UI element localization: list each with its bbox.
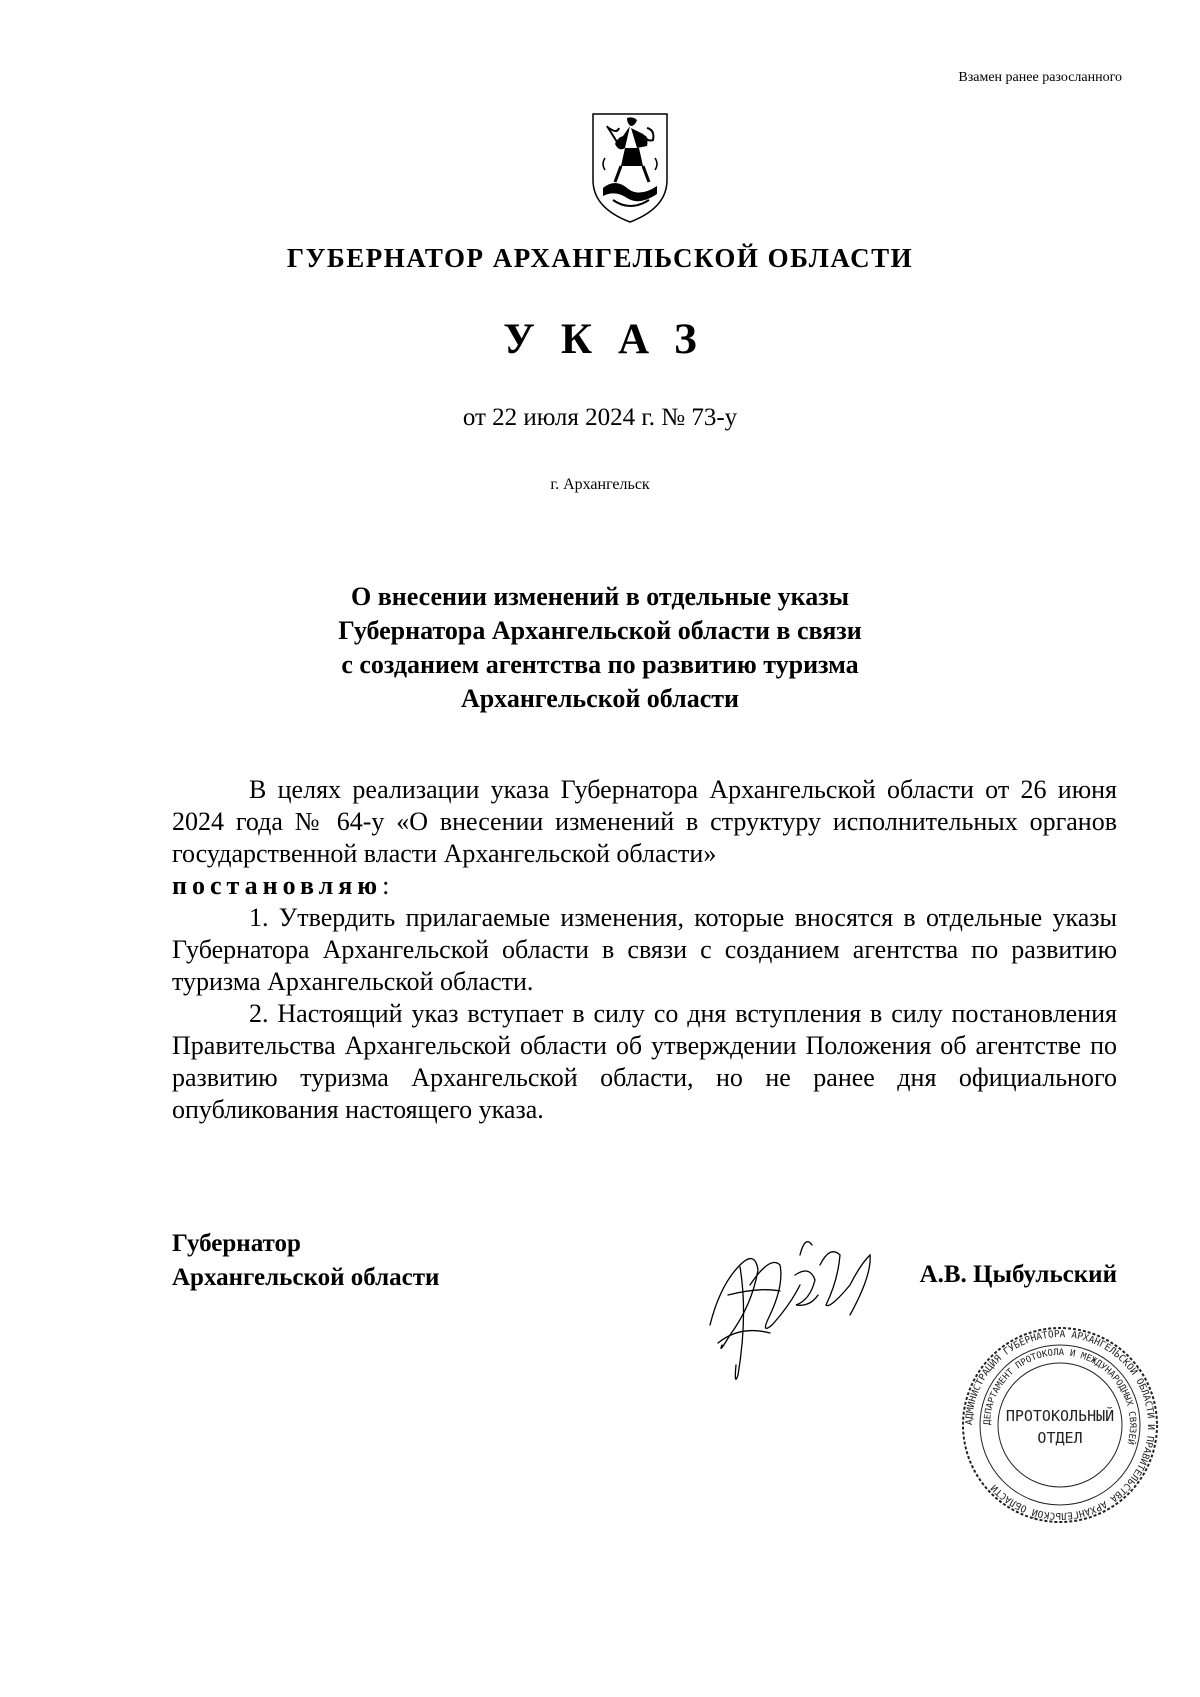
document-body — [172, 774, 1117, 1126]
seal-center-line: ПРОТОКОЛЬНЫЙ — [1005, 1407, 1115, 1425]
seal-outer-text: АДМИНИСТРАЦИЯ ГУБЕРНАТОРА АРХАНГЕЛЬСКОЙ ОБЛАСТИ И ПРАВИТЕЛЬСТВА АРХАНГЕЛЬСКОЙ ОБЛАСТИ — [963, 1328, 1157, 1522]
official-seal — [960, 1325, 1160, 1525]
city: г. Архангельск — [550, 476, 650, 493]
subject-line: с созданием агентства по развитию туризма — [341, 650, 859, 679]
subject-line: Губернатора Архангельской области в связи — [338, 616, 862, 645]
signatory-position — [172, 1227, 439, 1295]
position-line: Губернатор — [172, 1230, 301, 1257]
coat-of-arms-icon — [587, 108, 673, 226]
seal-inner-text: ДЕПАРТАМЕНТ ПРОТОКОЛА И МЕЖДУНАРОДНЫХ СВЯЗЕЙ — [982, 1347, 1138, 1446]
date-and-number: от 22 июля 2024 г. № 73-у — [462, 404, 738, 431]
resolve-word: постановляю — [172, 871, 383, 900]
handwritten-signature — [700, 1225, 900, 1395]
document-subject — [0, 580, 1200, 716]
item-1-paragraph: 1. Утвердить прилагаемые изменения, которые вносятся в отдельные указы Губернатора Архангельской области в связи с созданием агентства по развитию туризма Архангельской области. — [172, 903, 1117, 996]
position-line: Архангельской области — [172, 1264, 440, 1291]
item-2-paragraph: 2. Настоящий указ вступает в силу со дня вступления в силу постановления Правительства Архангельской области об утверждении Положения об агентстве по развитию туризма Архангельской области, но не ранее дня официального опубликования настоящего указа. — [172, 999, 1117, 1124]
preamble-paragraph: В целях реализации указа Губернатора Архангельской области от 26 июня 2024 года № 64-у «О внесении изменений в структуру исполнительных органов государственной власти Архангельской области» — [172, 775, 1117, 868]
document-type: УКАЗ — [503, 316, 723, 363]
signatory-name: А.В. Цыбульский — [919, 1261, 1117, 1288]
resolve-paragraph — [172, 870, 1117, 902]
subject-line: Архангельской области — [460, 684, 740, 713]
replaced-note: Взамен ранее разосланного — [958, 70, 1122, 85]
authority-title: ГУБЕРНАТОР АРХАНГЕЛЬСКОЙ ОБЛАСТИ — [286, 243, 914, 273]
subject-line: О внесении изменений в отдельные указы — [350, 582, 850, 611]
resolve-colon: : — [382, 871, 390, 900]
seal-center-line: ОТДЕЛ — [1037, 1429, 1083, 1447]
